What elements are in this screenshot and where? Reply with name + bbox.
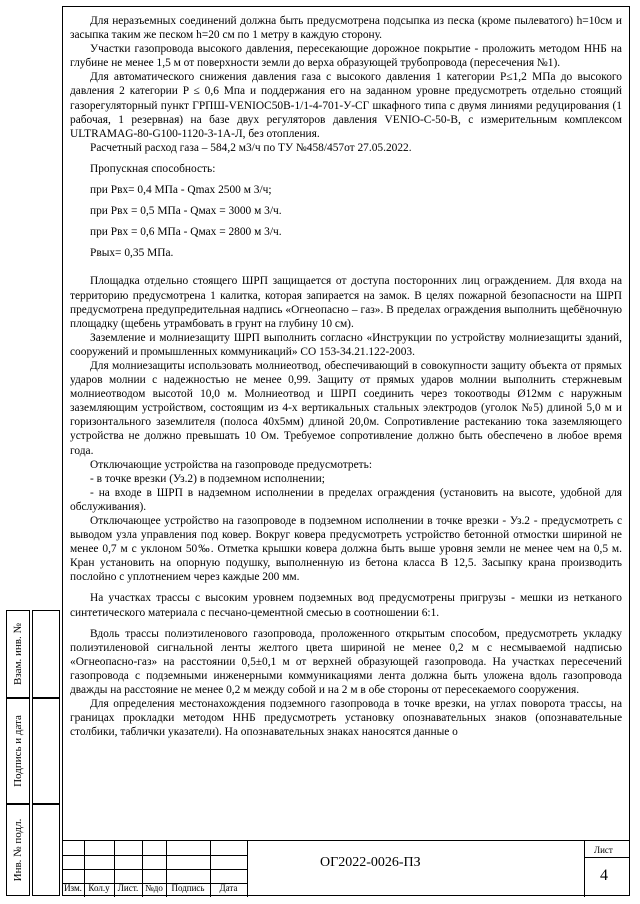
stamp-podpis-data: [6, 698, 30, 804]
sheet-label: Лист: [594, 845, 613, 855]
paragraph: Для неразъемных соединений должна быть предусмотрена подсыпка из песка (кроме пылеватого) h=10см и засыпка таким же песком h=20 см по 1 метру в каждую сторону.: [70, 15, 622, 42]
stamp-zam-inv: [6, 610, 30, 698]
paragraph: Вдоль трассы полиэтиленового газопровода, проложенного открытым способом, предусмотреть укладку полиэтиленовой сигнальной ленты желтого цвета шириной не менее 0,2 м с несмываемой надписью «Огнеопасно-газ» на расстоянии 0,5±0,1 м от верхней образующей газопровода. На участках пересечений газопровода с подземными инженерными коммуникациями лента должна быть уложена вдоль газопровода дважды на расстояние не менее 0,2 м между собой и на 2 м в обе стороны от пересекаемого сооружения.: [70, 627, 622, 697]
capacity-line: при Pвх = 0,5 МПа - Qмах = 3000 м 3/ч.: [90, 205, 282, 218]
header-izm: Изм.: [64, 883, 82, 893]
capacity-title: Пропускная способность:: [90, 162, 216, 175]
stamp-inv-podl-field: [32, 804, 60, 896]
sheet-number: 4: [600, 867, 608, 884]
paragraph: Площадка отдельно стоящего ШРП защищается от доступа посторонних лиц ограждением. Для входа на территорию предусмотрена 1 калитка, которая запирается на замок. В целях пожарной безопасности на ШРП предусмотрена предупредительная надпись «Огнеопасно – газ». В пределах ограждения выполнить щебёночную площадку (щебень утрамбовать в грунт на глубину 10 см).: [70, 275, 622, 330]
header-kolu: Кол.у: [88, 883, 110, 893]
capacity-out: Pвых= 0,35 МПа.: [90, 247, 174, 260]
header-data: Дата: [219, 883, 238, 893]
document-code: ОГ2022-0026-ПЗ: [320, 855, 421, 870]
paragraph: Расчетный расход газа – 584,2 м3/ч по ТУ №458/457от 27.05.2022.: [90, 141, 412, 154]
stamp-inv-podl-label: Инв. № подл.: [12, 818, 24, 882]
capacity-line: при Pвх= 0,4 МПа - Qmax 2500 м 3/ч;: [90, 184, 272, 197]
paragraph: На участках трассы с высоким уровнем подземных вод предусмотрены пригрузы - мешки из нетканого синтетического материала с песчано-цементной смесью в соотношении 6:1.: [70, 592, 622, 619]
paragraph: Для автоматического снижения давления газа с высокого давления 1 категории P≤1,2 МПа до высокого давления 2 категории P ≤ 0,6 Мпа и поддержания его на заданном уровне предусмотреть отдельно стоящий газорегуляторный пункт ГРПШ-VENIOC50B-1/1-4-701-У-СГ шкафного типа с двумя линиями редуцирования (1 рабочая, 1 резервная) на базе двух регуляторов давления VENIO-C-50-B, с измерительным комплексом ULTRAMAG-80-G100-1120-3-1А-Л, без отопления.: [70, 71, 622, 140]
stamp-inv-podl: [6, 804, 30, 896]
capacity-line: при Pвх = 0,6 МПа - Qмах = 2800 м 3/ч.: [90, 226, 282, 239]
paragraph: - на входе в ШРП в надземном исполнении в пределах ограждения (установить на высоте, удобной для обслуживания).: [70, 486, 622, 513]
title-block: [62, 840, 630, 897]
paragraph: Отключающие устройства на газопроводе предусмотреть:: [90, 458, 372, 471]
stamp-podpis-data-label: Подпись и дата: [12, 715, 24, 787]
header-ndok: №до: [145, 883, 163, 893]
body-text: [70, 14, 622, 739]
paragraph: Отключающее устройство на газопроводе в подземном исполнении в точке врезки - Уз.2 - предусмотреть с выводом узла управления под ковер. Вокруг ковера предусмотреть устройство бетонной отмостки шириной не менее 0,7 м с уклоном 50‰. Отметка крышки ковера должна быть выше уровня земли не менее чем на 0,5 м. Кран установить на опорную подушку, выполненную из бетона класса В 12,5. Засыпку крана производить послойно с уплотнением через каждые 200 мм.: [70, 515, 622, 584]
header-list: Лист.: [117, 883, 139, 893]
stamp-zam-inv-label: Взам. инв. №: [12, 623, 24, 685]
paragraph: Для определения местонахождения подземного газопровода в точке врезки, на углах поворота трассы, на границах прокладки методом ННБ предусмотреть установку опознавательных знаков (опознавательные столбики, таблички указатели). На опознавательных знаках наносятся данные о: [70, 698, 622, 739]
stamp-podpis-data-field: [32, 698, 60, 804]
paragraph: Заземление и молниезащиту ШРП выполнить согласно «Инструкции по устройству молниезащиты зданий, сооружений и промышленных коммуникаций» СО 153-34.21.122-2003.: [70, 331, 622, 358]
stamp-zam-inv-field: [32, 610, 60, 698]
paragraph: - в точке врезки (Уз.2) в подземном исполнении;: [90, 472, 325, 485]
paragraph: Участки газопровода высокого давления, пересекающие дорожное покрытие - проложить методом ННБ на глубине не менее 1,5 м от поверхности земли до верха образующей трубопровода (пересечения №1).: [70, 43, 622, 70]
paragraph: Для молниезащиты использовать молниеотвод, обеспечивающий в совокупности защиту объекта от прямых ударов молнии с надежностью не менее 0,99. Защиту от прямых ударов молнии выполнить стержневым молниеотводом высотой 10,0 м. Молниеотвод и ШРП соединить через токоотводы Ø12мм с наружным заземляющим устройством, состоящим из 4-х вертикальных стальных электродов (уголок №5) длиной 5,0 м и горизонтального заземлителя (полоса 40х5мм) длиной 20,0м. Сопротивление растеканию тока заземляющего устройства не должно превышать 10 Ом. Требуемое сопротивление должно быть обеспечено в любое время года.: [70, 359, 622, 457]
header-podpis: Подпись: [171, 883, 205, 893]
